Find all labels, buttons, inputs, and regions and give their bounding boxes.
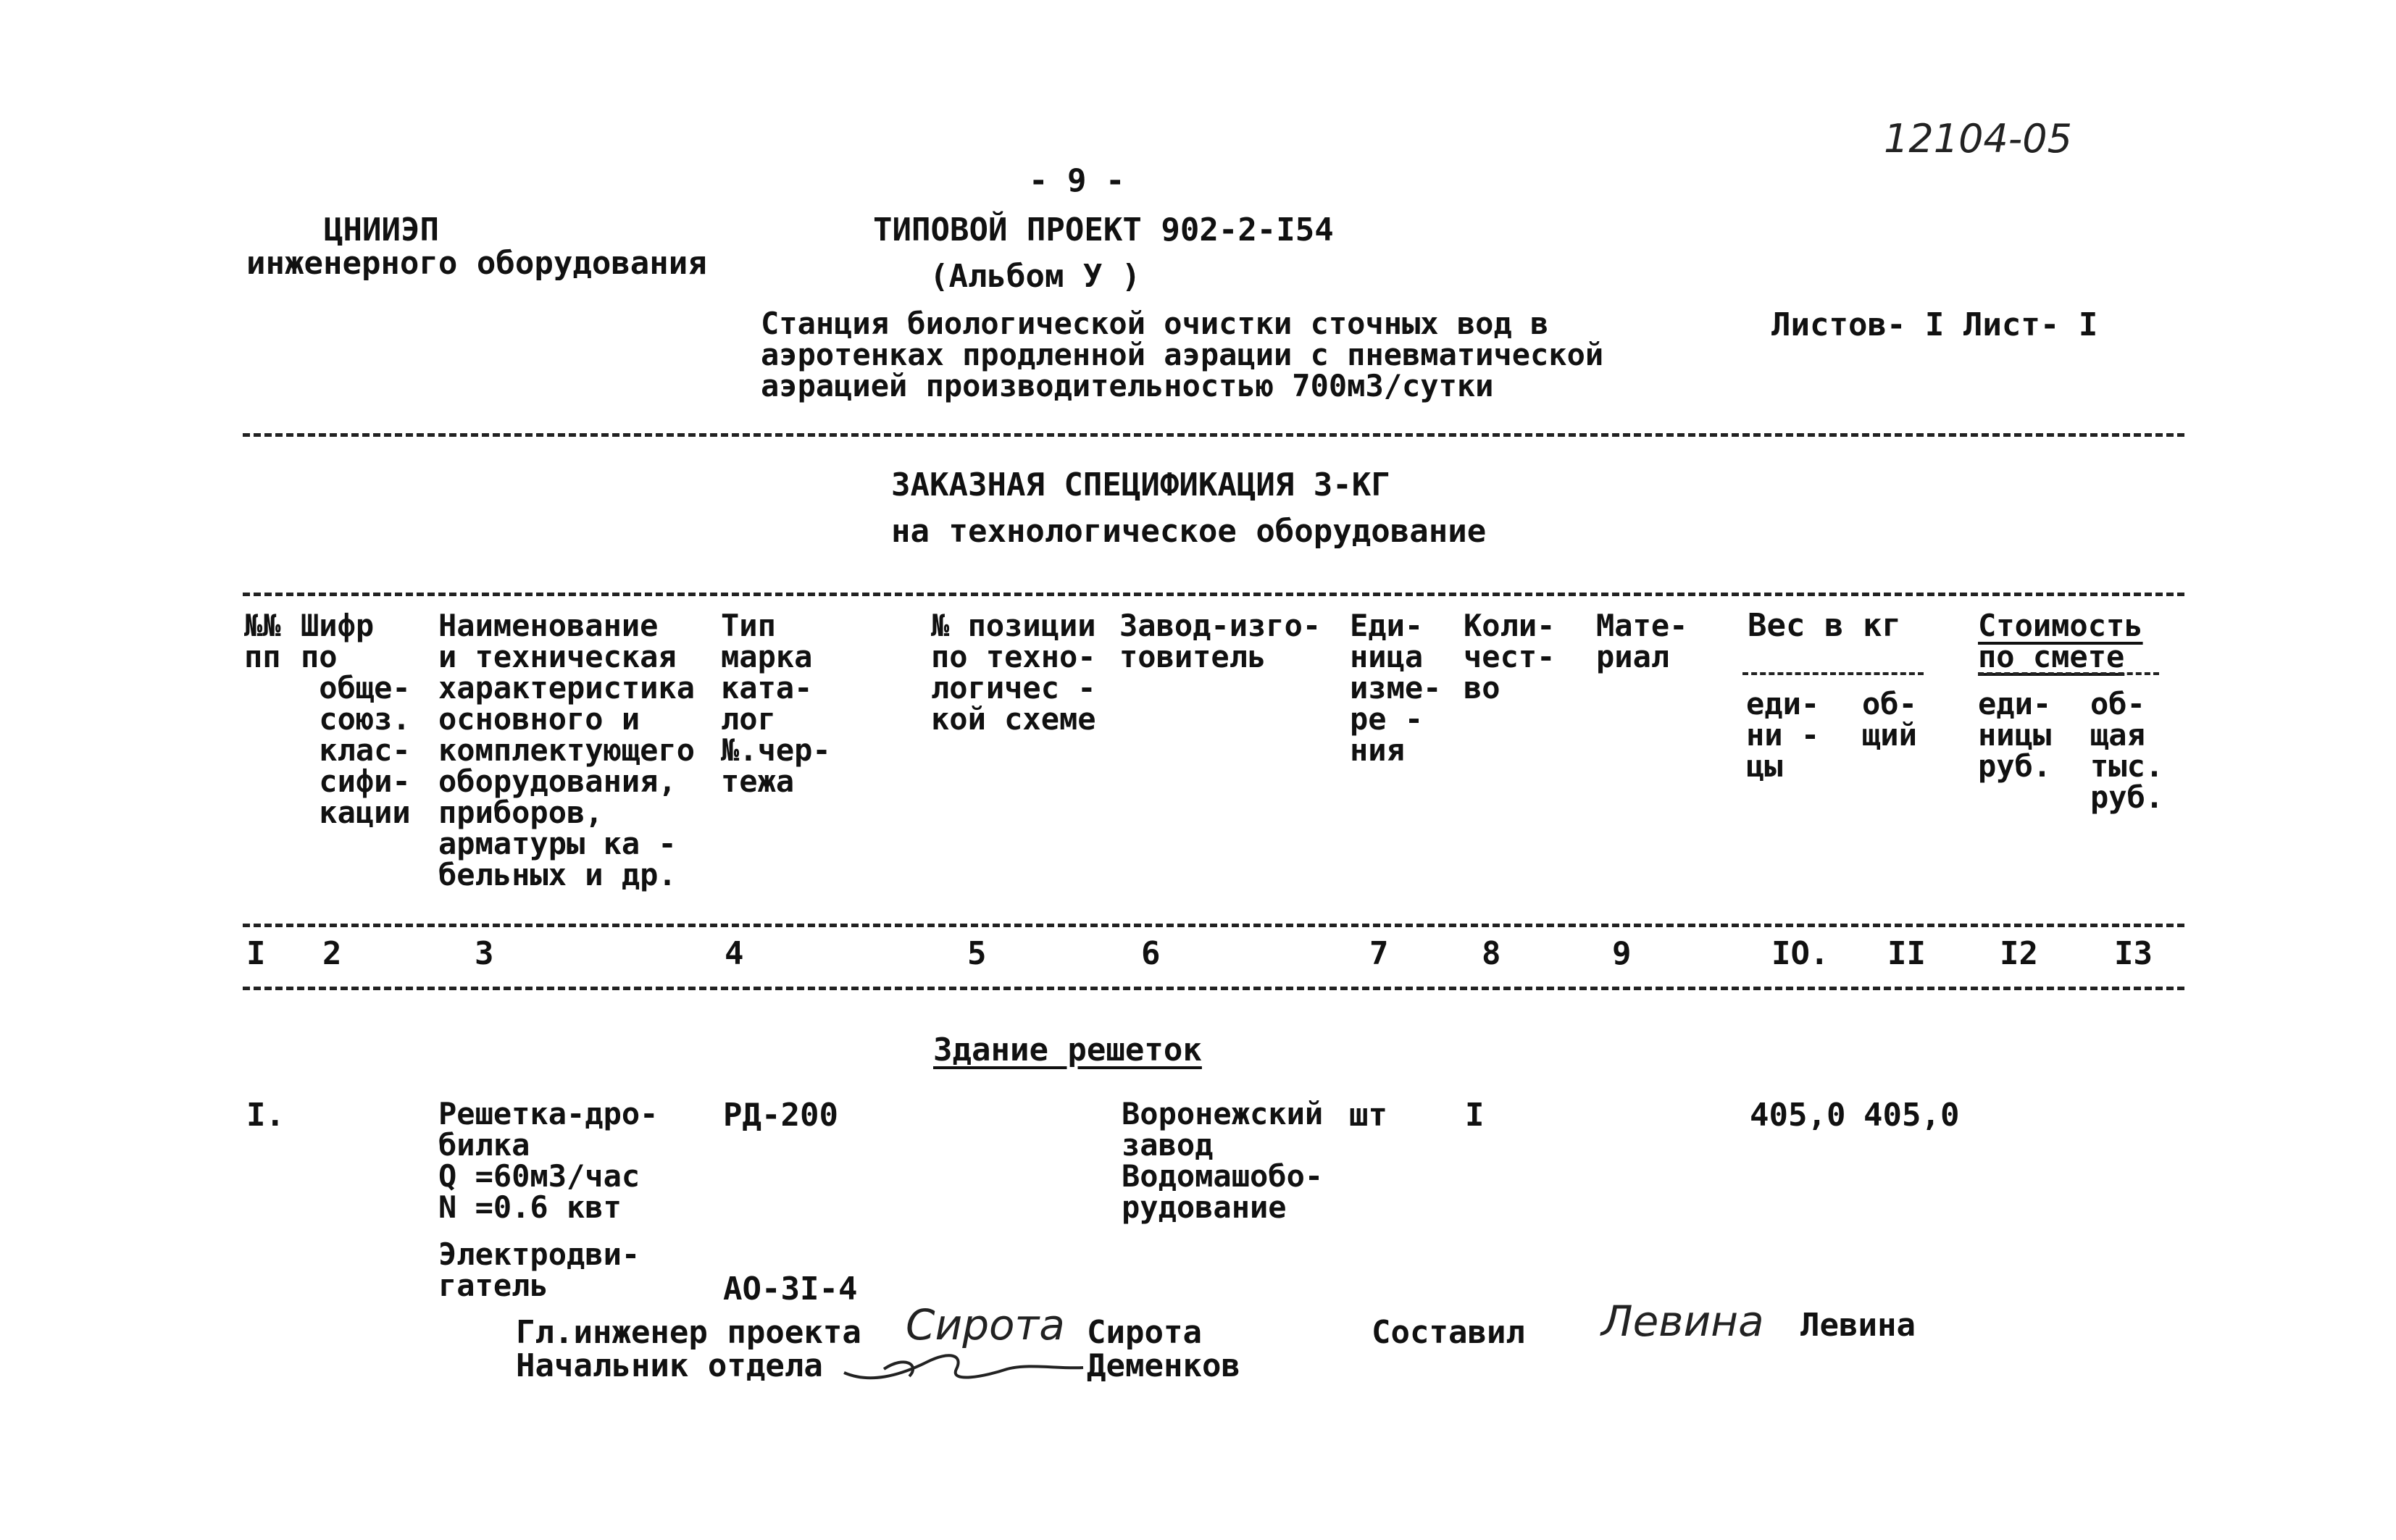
col-number-4: 4 — [725, 935, 744, 972]
header-col-manufacturer: Завод-изго- товитель — [1119, 608, 1322, 674]
header-cost: Стоимость по смете — [1978, 608, 2143, 674]
col-number-6: 6 — [1141, 935, 1161, 972]
organization-department: инженерного оборудования — [246, 245, 707, 282]
header-col-code: Шифр по общe- союз. клас- сифи- кации — [301, 608, 411, 830]
col-number-10: IO. — [1771, 935, 1829, 972]
row1-manufacturer: Воронежский завод Водомашобо- рудование — [1122, 1096, 1324, 1225]
col-number-12: I2 — [2000, 935, 2038, 972]
chief-engineer-signature: Сирота — [906, 1300, 1065, 1349]
department-head-signature — [840, 1333, 1087, 1391]
spec-title: ЗАКАЗНАЯ СПЕЦИФИКАЦИЯ 3-КГ — [891, 466, 1390, 503]
chief-engineer-role: Гл.инженер проекта — [516, 1314, 861, 1351]
col-number-1: I — [246, 935, 266, 972]
col-number-2: 2 — [322, 935, 342, 972]
department-head-name: Деменков — [1087, 1347, 1240, 1384]
header-cost-total: об- щая тыс. руб. — [2090, 686, 2164, 815]
header-col-type: Тип марка ката- лог №.чер- тежа — [721, 608, 831, 799]
row1-name: Решетка-дро- билка Q =60м3/час N =0.6 квт — [438, 1096, 659, 1225]
composed-by-label: Составил — [1372, 1314, 1525, 1351]
section-title: Здание решеток — [933, 1031, 1202, 1068]
header-col-number: №№ пп — [244, 608, 281, 674]
col-number-3: 3 — [475, 935, 494, 972]
project-description: Станция биологической очистки сточных вод в аэротенках продленной аэрации с пневматической аэрацией производительностью 700м3/сутки — [761, 306, 1604, 403]
header-col-name: Наименование и техническая характеристика основного и комплектующего оборудования, приборов, арматуры ка - бельных и др. — [438, 608, 696, 892]
header-weight-unit: еди- ни - цы — [1746, 686, 1820, 784]
col-number-11: II — [1887, 935, 1926, 972]
col-number-7: 7 — [1369, 935, 1389, 972]
header-col-unit: Еди- ница изме- ре - ния — [1350, 608, 1442, 768]
header-cost-unit: еди- ницы руб. — [1978, 686, 2052, 784]
department-head-role: Начальник отдела — [516, 1347, 823, 1384]
chief-engineer-name: Сирота — [1087, 1314, 1202, 1351]
header-bottom-line — [243, 924, 2184, 927]
sheet-count: Листов- I Лист- I — [1771, 306, 2098, 343]
page-number: - 9 - — [1029, 162, 1125, 199]
row1-unit: шт — [1349, 1097, 1387, 1134]
row2-type: АО-3I-4 — [723, 1271, 858, 1307]
col-number-13: I3 — [2114, 935, 2153, 972]
col-number-8: 8 — [1482, 935, 1501, 972]
row1-weight-unit: 405,0 — [1750, 1097, 1846, 1134]
col-numbers-bottom-line — [243, 987, 2184, 990]
col-number-5: 5 — [967, 935, 987, 972]
row1-number: I. — [246, 1097, 285, 1134]
document-number: 12104-05 — [1884, 116, 2072, 162]
weight-subdivider — [1742, 672, 1924, 675]
composed-by-name: Левина — [1800, 1307, 1916, 1344]
header-weight-total: об- щий — [1862, 686, 1917, 753]
composed-by-signature: Левина — [1601, 1297, 1764, 1346]
row1-weight-total: 405,0 — [1863, 1097, 1960, 1134]
header-top-line — [243, 593, 2184, 596]
row2-name: Электродви- гатель — [438, 1236, 640, 1303]
album-label: (Альбом У ) — [930, 258, 1141, 295]
header-col-quantity: Коли- чест- во — [1464, 608, 1556, 706]
divider-top — [243, 433, 2184, 437]
col-number-9: 9 — [1612, 935, 1632, 972]
row1-quantity: I — [1465, 1097, 1485, 1134]
header-col-position: № позиции по техно- логичес - кой схеме — [931, 608, 1096, 737]
project-title: ТИПОВОЙ ПРОЕКТ 902-2-I54 — [873, 212, 1334, 248]
spec-subtitle: на технологическое оборудование — [891, 513, 1487, 550]
header-weight: Вес в кг — [1748, 607, 1901, 644]
header-col-material: Мате- риал — [1596, 608, 1688, 674]
organization-name: ЦНИИЭП — [324, 212, 439, 248]
row1-type: РД-200 — [723, 1097, 838, 1134]
cost-subdivider — [1978, 672, 2159, 675]
